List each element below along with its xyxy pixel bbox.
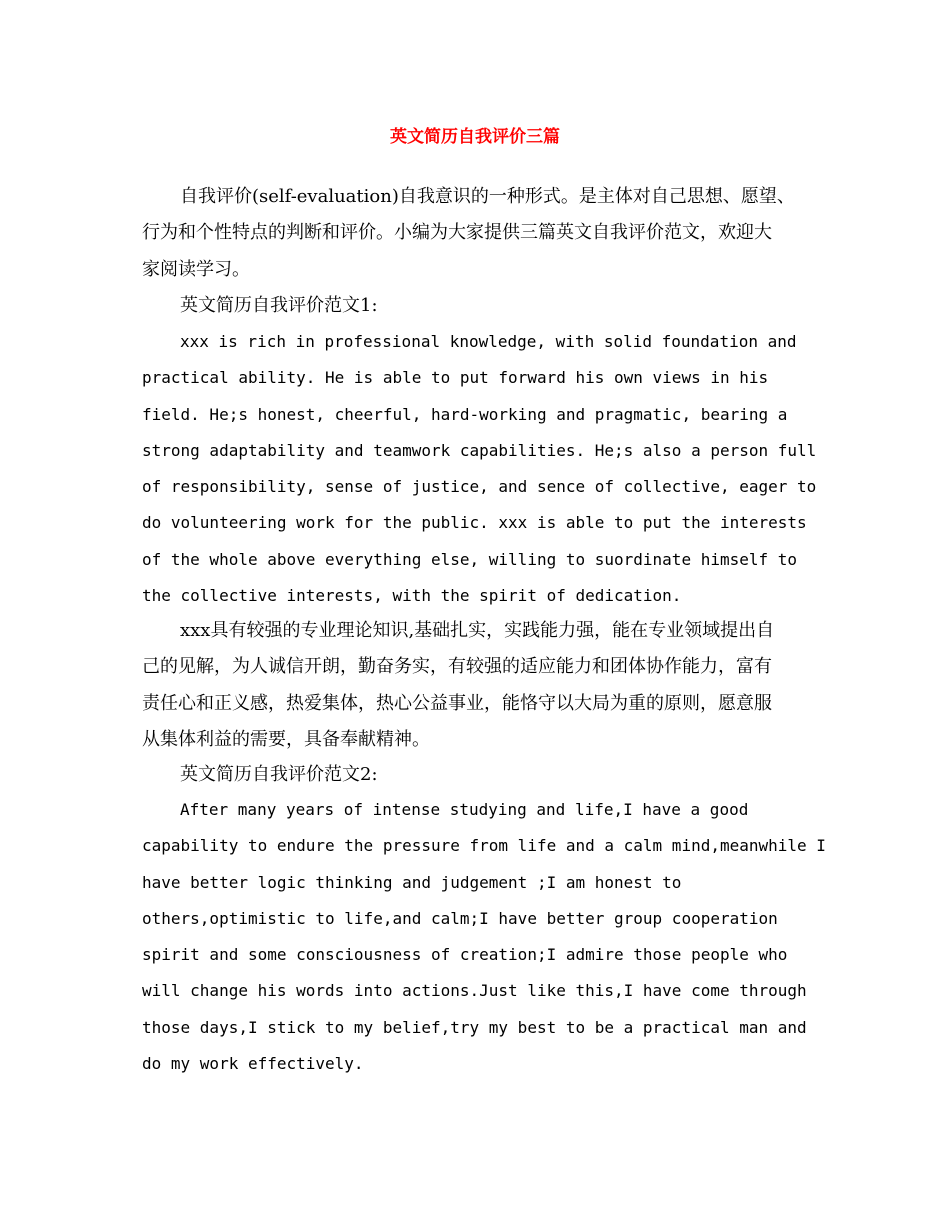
sample-2-english-line: others,optimistic to life,and calm;I have better group cooperation [142, 908, 778, 928]
sample-1-english-line: of responsibility, sense of justice, and sence of collective, eager to [142, 477, 817, 497]
intro-paragraph [142, 179, 795, 288]
sample-1-chinese-paragraph [142, 613, 774, 758]
sample-2-english-line: spirit and some consciousness of creation;I admire those people who [142, 945, 788, 965]
sample-2-english-line: those days,I stick to my belief,try my best to be a practical man and [142, 1017, 807, 1037]
sample-1-chinese-line: 责任心和正义感，热爱集体，热心公益事业，能恪守以大局为重的原则，愿意服 [142, 692, 772, 714]
intro-line: 自我评价(self-evaluation)自我意识的一种形式。是主体对自己思想、愿望、 [180, 186, 795, 207]
sample-1-english-line: the collective interests, with the spirit of dedication. [142, 586, 682, 606]
sample-2-english-line: have better logic thinking and judgement ;I am honest to [142, 872, 682, 892]
sample-1-heading: 英文简历自我评价范文1: [180, 295, 378, 316]
sample-1-english-line: strong adaptability and teamwork capabilities. He;s also a person full [142, 440, 817, 460]
sample-1-english-line: practical ability. He is able to put forward his own views in his [142, 368, 769, 388]
sample-1-english-line: field. He;s honest, cheerful, hard-working and pragmatic, bearing a [142, 404, 788, 424]
sample-1-chinese-line: xxx具有较强的专业理论知识,基础扎实，实践能力强，能在专业领域提出自 [180, 620, 775, 641]
sample-2-english-paragraph [142, 792, 826, 1082]
sample-1-chinese-line: 己的见解，为人诚信开朗，勤奋务实，有较强的适应能力和团体协作能力，富有 [142, 656, 772, 678]
sample-1-english-line: do volunteering work for the public. xxx is able to put the interests [142, 513, 807, 533]
sample-2-english-line: After many years of intense studying and life,I have a good [180, 800, 749, 819]
intro-line: 行为和个性特点的判断和评价。小编为大家提供三篇英文自我评价范文，欢迎大 [142, 222, 772, 244]
sample-1-english-paragraph [142, 324, 816, 614]
sample-1-english-line: of the whole above everything else, willing to suordinate himself to [142, 549, 798, 569]
sample-2-heading: 英文简历自我评价范文2: [180, 764, 378, 785]
intro-line: 家阅读学习。 [142, 258, 250, 280]
sample-2-english-line: will change his words into actions.Just like this,I have come through [142, 981, 807, 1001]
document-title: 英文简历自我评价三篇 [390, 127, 560, 147]
sample-2-english-line: capability to endure the pressure from life and a calm mind,meanwhile I [142, 836, 826, 856]
sample-1-chinese-line: 从集体利益的需要，具备奉献精神。 [142, 728, 430, 750]
sample-2-english-line: do my work effectively. [142, 1054, 364, 1074]
sample-1-english-line: xxx is rich in professional knowledge, with solid foundation and [180, 332, 797, 351]
